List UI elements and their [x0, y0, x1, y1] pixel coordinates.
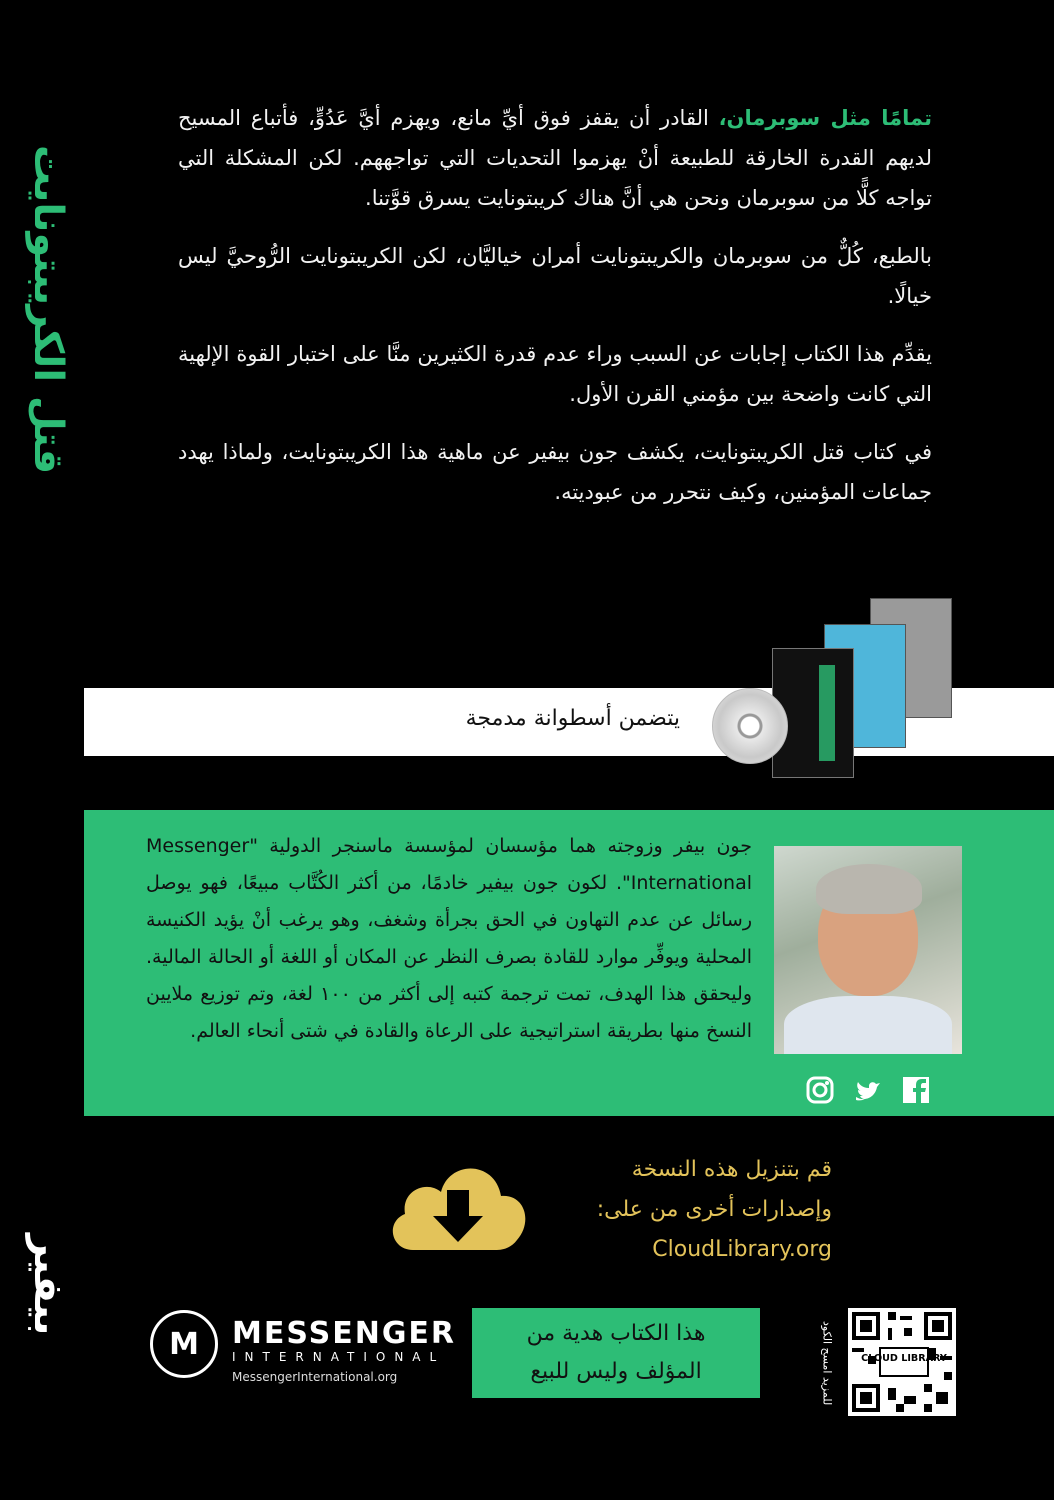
publisher-name: MESSENGER	[232, 1316, 457, 1351]
qr-note: للمزيد امسح الكود	[820, 1320, 834, 1406]
gift-line-1: هذا الكتاب هدية من	[526, 1321, 706, 1346]
author-bio-panel	[84, 810, 1054, 1116]
qr-code-icon[interactable]	[848, 1308, 956, 1416]
download-url-link[interactable]: CloudLibrary.org	[652, 1237, 832, 1262]
photo-hair	[816, 864, 922, 914]
back-cover-description	[178, 98, 932, 530]
download-info	[552, 1150, 832, 1270]
social-links	[804, 1074, 932, 1106]
paragraph-1	[178, 98, 932, 218]
book-cover-title-icon	[819, 665, 835, 761]
gift-line-2: المؤلف وليس للبيع	[530, 1359, 702, 1384]
publisher-subtitle: INTERNATIONAL	[232, 1350, 446, 1364]
download-line-2: وإصدارات أخرى من على:	[596, 1197, 832, 1222]
cloud-download-icon[interactable]	[383, 1150, 533, 1260]
gift-notice	[472, 1308, 760, 1398]
facebook-icon[interactable]	[900, 1074, 932, 1106]
paragraph-4: في كتاب قتل الكريبتونايت، يكشف جون بيفير عن ماهية هذا الكريبتونايت، ولماذا يهدد جماعات المؤمنين، وكيف نتحرر من عبوديته.	[178, 440, 932, 504]
qr-label: CLOUD LIBRARY	[861, 1353, 947, 1365]
author-photo	[774, 846, 962, 1054]
download-line-1: قم بتنزيل هذه النسخة	[631, 1157, 832, 1182]
twitter-icon[interactable]	[852, 1074, 884, 1106]
spine-title: قتل الكريبتونايت	[25, 145, 71, 475]
publisher-url[interactable]: MessengerInternational.org	[232, 1370, 398, 1384]
highlight-text: تمامًا مثل سوبرمان،	[718, 106, 932, 130]
spine-author: بيفير	[25, 1234, 71, 1336]
book-covers-image	[772, 598, 952, 778]
photo-shirt	[784, 996, 952, 1054]
instagram-icon[interactable]	[804, 1074, 836, 1106]
cd-disc-icon	[712, 688, 788, 764]
paragraph-1-text: القادر أن يقفز فوق أيِّ مانع، ويهزم أيَّ عَدُوٍّ، فأتباع المسيح لديهم القدرة الخارقة للطبيعة أنْ يهزموا التحديات التي تواجههم. لكن المشكلة التي تواجه كلًّا من سوبرمان ونحن هي أنَّ هناك كريبتونايت يسرق قوَّتنا.	[178, 106, 932, 210]
author-bio-text: جون بيفر وزوجته هما مؤسسان لمؤسسة ماسنجر الدولية "Messenger International". لكون جون بيفير خادمًا، من أكثر الكُتَّاب مبيعًا، فهو يوصل رسائل عن عدم التهاون في الحق بجرأة وشغف، وهو يرغب أنْ يؤيد الكنيسة المحلية ويوفِّر موارد للقادة بصرف النظر عن المكان أو اللغة أو الحالة المالية. وليحقق هذا الهدف، تمت ترجمة كتبه إلى أكثر من ١٠٠ لغة، وتم توزيع ملايين النسخ منها بطريقة استراتيجية على الرعاة والقادة في شتى أنحاء العالم.	[146, 835, 753, 1042]
publisher-logo-icon: M	[150, 1310, 218, 1378]
paragraph-2: بالطبع، كُلٌّ من سوبرمان والكريبتونايت أمران خياليَّان، لكن الكريبتونايت الرُّوحيَّ ليس خيالًا.	[178, 244, 932, 308]
cd-label: يتضمن أسطوانة مدمجة	[465, 706, 680, 731]
paragraph-3: يقدِّم هذا الكتاب إجابات عن السبب وراء عدم قدرة الكثيرين منَّا على اختبار القوة الإلهية التي كانت واضحة بين مؤمني القرن الأول.	[178, 342, 932, 406]
